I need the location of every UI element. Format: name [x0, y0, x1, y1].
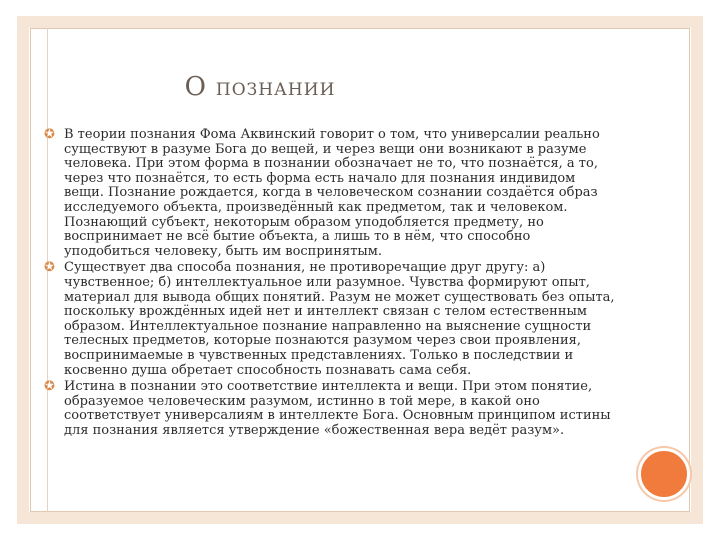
list-item [44, 128, 616, 259]
slide-title-first: О [184, 72, 207, 102]
bullet-icon: ✪ [44, 260, 55, 276]
bullet-icon: ✪ [44, 127, 55, 142]
bullet-text: В теории познания Фома Аквинский говорит о том, что универсалии реально существуют в разуме Бога до вещей, и через вещи они возникают в разуме человека. При этом форма в познании обозначает не то, что познаётся, а то, через что познаётся, то есть форма есть начало для познания индивидом вещи. Познание рождается, когда в человеческом сознании создаётся образ исследуемого объекта, произведённый как предметом, так и человеком. Познающий субъект, некоторым образом уподобляется предмету, но воспринимает не всё бытие объекта, а лишь то в нём, что способно уподобиться человеку, быть им воспринятым. [64, 127, 600, 259]
list-item [44, 261, 616, 378]
bullet-icon: ✪ [44, 379, 55, 395]
list-item [44, 380, 616, 438]
bullet-text: Истина в познании это соответствие интеллекта и вещи. При этом понятие, образуемое человеческим разумом, истинно в той мере, в какой оно соответствует универсалиям в интеллекте Бога. Основным принципом истины для познания является утверждение «божественная вера ведёт разум». [64, 379, 611, 438]
bullet-text: Существует два способа познания, не противоречащие друг другу: а) чувственное; б) интеллектуальное или разумное. Чувства формируют опыт, материал для вывода общих понятий. Разум не может существовать без опыта, поскольку врождённых идей нет и интеллект связан с телом естественным образом. Интеллектуальное познание направленно на выяснение сущности телесных предметов, которые познаются разумом через свои проявления, воспринимаемые в чувственных представлениях. Только в последствии и косвенно душа обретает способность познавать сама себя. [64, 260, 615, 378]
slide-title-rest: ПОЗНАНИИ [215, 80, 336, 100]
bullet-list [44, 128, 616, 440]
accent-circle-icon [638, 448, 690, 500]
slide-title [0, 72, 520, 102]
